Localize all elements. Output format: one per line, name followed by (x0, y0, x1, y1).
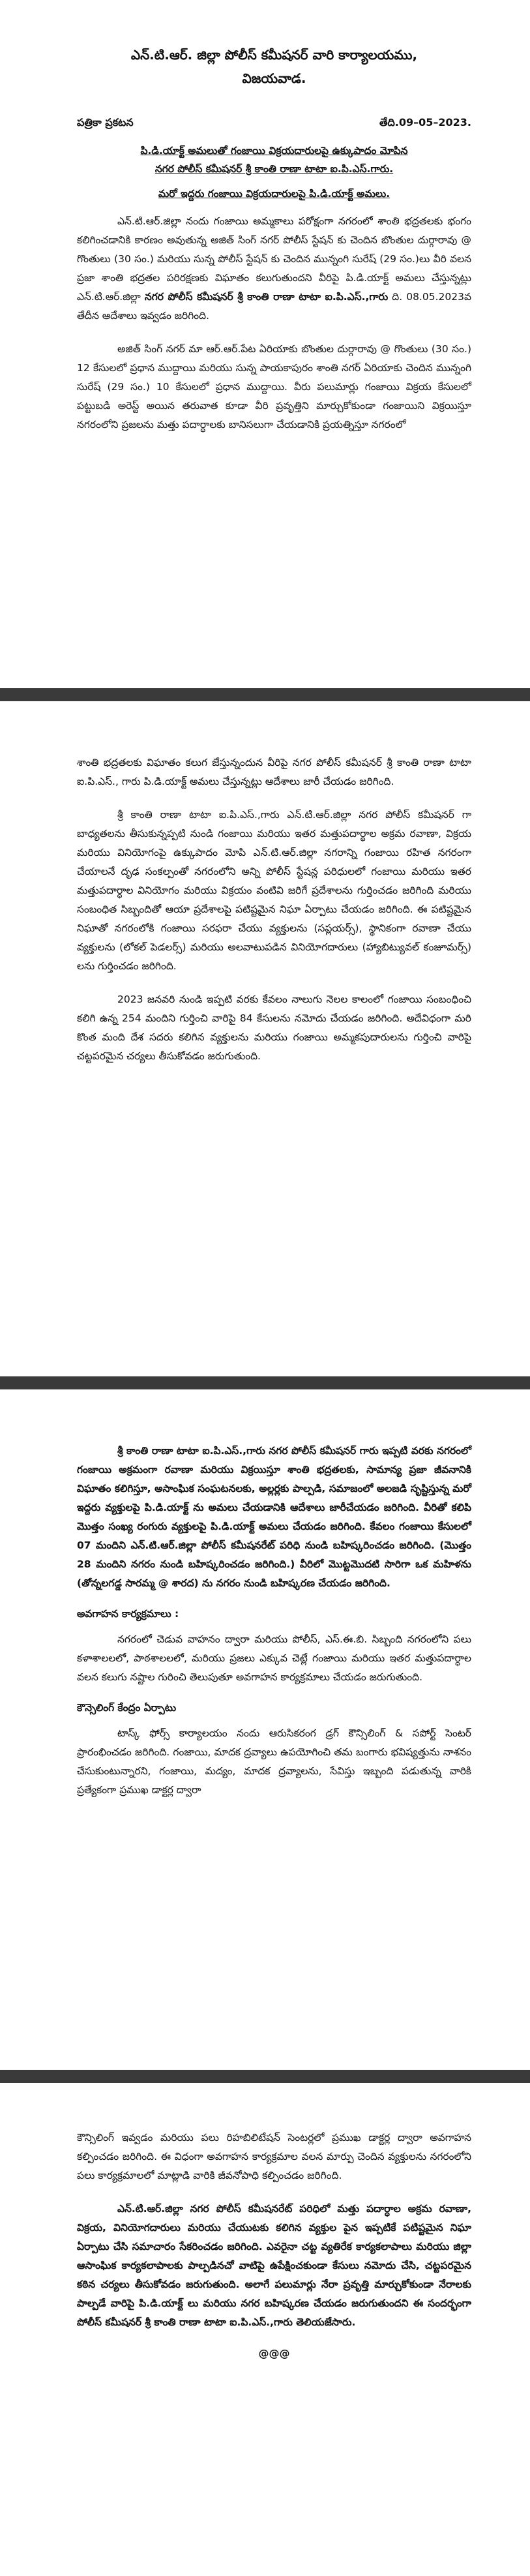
press-release-label: పత్రికా ప్రకటన (77, 116, 134, 129)
subject-line-2: నగర పోలీస్ కమీషనర్ శ్రీ కాంతి రాణా టాటా ఐ.పి.ఎస్.గారు. (155, 163, 394, 175)
page-1 (0, 0, 530, 688)
page-4 (0, 2083, 530, 2576)
release-date: తేది.09–05–2023. (379, 116, 471, 129)
office-title: ఎన్.టి.ఆర్. జిల్లా పోలీస్ కమీషనర్ వారి కార్యాలయము, (130, 47, 418, 63)
press-header (77, 116, 471, 131)
paragraph: 2023 జనవరి నుండి ఇప్పటి వరకు కేవలం నాలుగు నెలల కాలంలో గంజాయి సంబంధించి కలిగి ఉన్న 254 మందిని గుర్తించి వారిపై 84 కేసులను నమోదు చేయడం జరిగింది. అదేవిధంగా మరి కొంత మంది దేశ సదరు కలిగిన వ్యక్తులను మరియు గంజాయి అమ్మకపుదారులను గుర్తించి వారిపై చట్టపరమైన చర్యలు తీసుకోవడం జరుగుతుంది. (77, 993, 471, 1062)
paragraph: అజిత్ సింగ్ నగర్ మా ఆర్.ఆర్.పేట ఏరియాకు బొంతుల దుర్గారావు @ గొంతులు (30 సం.) 12 కేసులలో ప్రధాన ముద్దాయి మరియు సున్న పాయకాపురం శాంతి నగర్ ఏరియాకు చెందిన మున్నంగి సురేష్ (29 సం.) 10 కేసులలో ప్రధాన ముద్దాయి. వీరు పలుమార్లు గంజాయి విక్రయ కేసులలో పట్టుబడి అరెస్ట్ అయిన తరువాత కూడా వీరి ప్రవృత్తిని మార్చుకోకుండా గంజాయిని విక్రయిస్తూ నగరంలోని ప్రజలను మత్తు పదార్ధాలకు బానిసలుగా చేయడానికి ప్రయత్నిస్తూ నగరంలో (77, 343, 471, 431)
section-heading-counselling: కౌన్సెలింగ్ కేంద్రం ఏర్పాటు (77, 1702, 177, 1714)
paragraph: కౌన్సిలింగ్ ఇవ్వడం మరియు పలు రిహబిలిటేషన్ సెంటర్లలో ప్రముఖ డాక్టర్ల ద్వారా అవగాహన కల్పించడం జరిగింది. ఈ విధంగా అవగాహన కార్యక్రమాల వలన మార్పు చెందిన వ్యక్తులను నగరంలోని పలు కార్యక్రమాలలో మాట్లాడి వారికి జీవనోపాధి కల్పించడం జరిగింది. (77, 2132, 471, 2181)
paragraph: ఎన్.టి.ఆర్.జిల్లా నందు గంజాయి అమ్మకాలు పరోక్షంగా నగరంలో శాంతి భద్రతలకు భంగం కలిగించడానికి కారణం అవుతున్న అజిత్ సింగ్ నగర్ పోలీస్ స్టేషన్ కు చెందిన బొంతుల దుర్గారావు @ గొంతులు (30 సం.) మరియు సున్న పోలీస్ స్టేషన్ కు చెందిన మున్నంగి సురేష్ (29 సం.)లు వీరి వలన ప్రజా శాంతి భద్రతల పరిరక్షణకు విఘాతం కలుగుతుందని వీరిపై పి.డి.యాక్ట్ అమలు చేస్తున్నట్లు ఎన్.టి.ఆర్.జిల్లా నగర పోలీస్ కమీషనర్ శ్రీ కాంతి రాణా టాటా ఐ.పి.ఎస్.,గారు ది. 08.05.2023వ తేదీన ఆదేశాలు ఇవ్వడం జరిగింది. (77, 215, 471, 322)
section-heading-awareness: అవగాహన కార్యక్రమాలు : (77, 1608, 179, 1620)
paragraph: శ్రీ కాంతి రాణా టాటా ఐ.పి.ఎస్.,గారు ఎన్.టి.ఆర్.జిల్లా నగర పోలీస్ కమీషనర్ గా బాధ్యతలను తీసుకున్నప్పటి నుండి గంజాయి మరియు ఇతర మత్తుపదార్థాల అక్రమ రవాణా, విక్రయ మరియు వినియోగంపై ఉక్కుపాదం మోపి ఎన్.టి.ఆర్.జిల్లా నగరాన్ని గంజాయి రహిత నగరంగా చేయాలనే దృఢ సంకల్పంతో నగరంలోని అన్ని పోలీస్ స్టేషన్ల పరిధులలో గంజాయి మరియు ఇతర మత్తుపదార్ధాల వినియోగం మరియు విక్రయం వంటివి జరిగే ప్రదేశాలను గుర్తించడం జరిగింది మరియు సంబంధిత సిబ్బందితో ఆయా ప్రదేశాలపై పటిష్టమైన నిఘా ఏర్పాటు చేయడం జరిగింది. ఈ పటిష్టమైన నిఘాతో నగరంలోకి గంజాయి సరఫరా చేయు వ్యక్తులను (సప్లయర్స్), స్థానికంగా రవాణా చేయు వ్యక్తులను (లోకల్ పెడలర్స్) మరియు అలవాటుపడిన వినియోగదారులు (హ్యాబిట్యువల్ కంజూమర్స్) లను గుర్తించడం జరిగింది. (77, 809, 471, 972)
page-3 (0, 1389, 530, 2070)
paragraph: శ్రీ కాంతి రాణా టాటా ఐ.పి.ఎస్.,గారు నగర పోలీస్ కమీషనర్ గారు ఇప్పటి వరకు నగరంలో గంజాయి అక్రమంగా రవాణా మరియు విక్రయిస్తూ శాంతి భద్రతలకు, సామాన్య ప్రజా జీవనానికి విఘాతం కలిగిస్తూ, అసాంఘిక సంఘటనలకు, అల్లర్లకు పాల్పడి, సమాజంలో అలజడి సృష్టిస్తున్న మరో ఇద్దరు వ్యక్తులపై పి.డి.యాక్ట్ ను అమలు చేయడానికి ఆదేశాలు జారీచేయడం జరిగింది. వీరితో కలిపి మొత్తం సంఖ్య రంగురు వ్యక్తులపై పి.డి.యాక్ట్ అమలు చేయడం జరిగింది. కేవలం గంజాయి కేసులలో 07 మందిని ఎన్.టి.ఆర్.జిల్లా పోలీస్ కమీషనరేట్ పరిధి నుండి బహిష్కరించడం జరిగింది. (మొత్తం 28 మందిని నగరం నుండి బహిష్కరించడం జరిగింది.) వీరిలో మొట్టమొదటి సారిగా ఒక మహిళను (తోన్నలగడ్డ సారమ్మ @ శారద) ను నగరం నుండి బహిష్కరణ చేయడం జరిగింది. (77, 1445, 471, 1589)
closing-mark: @@@ (258, 2347, 290, 2359)
paragraph: శాంతి భద్రతలకు విఘాతం కలుగ జేస్తున్నందున వీరిపై నగర పోలీస్ కమీషనర్ శ్రీ కాంతి రాణా టాటా ఐ.పి.ఎస్., గారు పి.డి.యాక్ట్ అమలు చేస్తున్నట్లు ఆదేశాలు జారీ చేయడం జరిగింది. (77, 757, 471, 787)
page-2 (0, 701, 530, 1376)
office-city: విజయవాడ. (242, 70, 306, 86)
subject-line-3: మరో ఇద్దరు గంజాయి విక్రయదారులపై పి.డి.యాక్ట్ అమలు. (158, 188, 390, 200)
paragraph: టాస్క్ ఫోర్స్ కార్యాలయం నందు ఆరుసికరంగ డ్రగ్ కౌన్సిలింగ్ & సపోర్ట్ సెంటర్ ప్రారంభించడం జరిగింది. గంజాయి, మాదక ద్రవ్యాలు ఉపయోగించి తమ బంగారు భవిష్యత్తును నాశనం చేసుకుంటున్నారని, గంజాయి, మద్యం, మాదక ద్రవ్యాలను, సేవిస్తు ఇబ్బంది పడుతున్న వారికి ప్రత్యేకంగా ప్రముఖ డాక్టర్ల ద్వారా (77, 1727, 471, 1796)
paragraph: నగరంలో చెడువ వాహనం ద్వారా మరియు పోలీస్, ఎస్.ఈ.బి. సిబ్బంది నగరంలోని పలు కళాశాలలలో, పాఠశాలలలో, మరియు ప్రజలు ఎక్కువ చెట్లే గంజాయి మరియు ఇతర మత్తుపదార్ధాల వలన కలుగు నష్టాల గురించి తెలుపుతూ అవగాహన కార్యక్రమాలు చేయడం జరుగుతుంది. (77, 1633, 471, 1683)
paragraph: ఎన్.టి.ఆర్.జిల్లా నగర పోలీస్ కమీషనరేట్ పరిధిలో మత్తు పదార్ధాల అక్రమ రవాణా, విక్రయ, వినియోగదారులు మరియు చేయుటకు కలిగిన వ్యక్తుల పైన ఇప్పటికే పటిష్టమైన నిఘా ఏర్పాటు చేసి సమాచారం సేకరించడం జరిగింది. ఎవరైనా చట్ట వ్యతిరేక కార్యకలాపాలు మరియు జిల్లా ఆసాంఘిక కార్యకలాపాలకు పాల్పడినచో వాటిపై ఉపేక్షించకుండా కేసులు నమోదు చేసి, చట్టపరమైన కఠిన చర్యలు తీసుకోవడం జరుగుతుంది. అలాగే పలుమార్లు నేరా ప్రవృత్తి మార్చుకోకుండా నేరాలకు పాల్పడే వారిపై పి.డి.యాక్ట్ లు మరియు నగర బహిష్కరణ చేయడం జరుగుతుందని ఈ సందర్భంగా పోలీస్ కమీషనర్ శ్రీ కాంతి రాణా టాటా ఐ.పి.ఎస్.,గారు తెలియజేసారు. (77, 2203, 471, 2328)
subject-line-1: పి.డి.యాక్ట్ అమలుతో గంజాయి విక్రయదారులపై ఉక్కుపాదం మోపిన (140, 145, 408, 157)
